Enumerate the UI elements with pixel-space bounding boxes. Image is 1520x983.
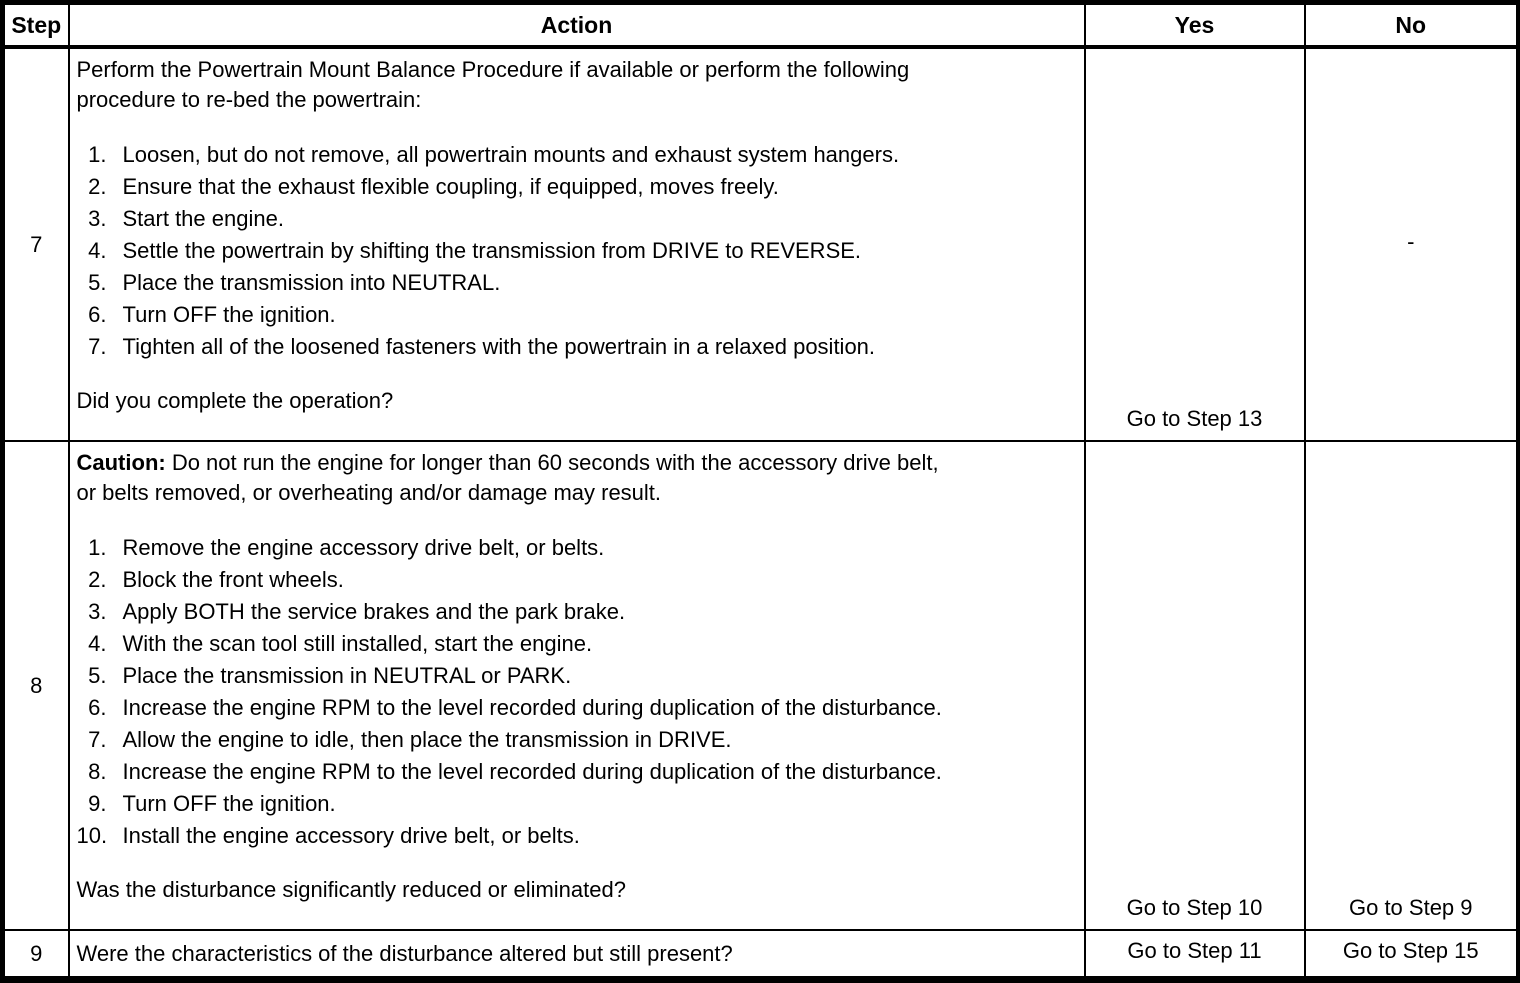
substep-number: 4. [88, 238, 107, 263]
substep-text: Place the transmission into NEUTRAL. [122, 270, 501, 295]
substep-text: Turn OFF the ignition. [122, 791, 336, 816]
substep-text: Remove the engine accessory drive belt, or belts. [122, 535, 605, 560]
substep-number: 10. [76, 823, 108, 848]
substep-text: Increase the engine RPM to the level recorded during duplication of the disturbance. [122, 759, 942, 784]
intro-line: Perform the Powertrain Mount Balance Procedure if available or perform the following [76, 57, 910, 82]
substep-item [77, 820, 1076, 852]
column-header-action: Action [69, 3, 1085, 48]
substep-text: Turn OFF the ignition. [122, 302, 336, 327]
substep-list [77, 532, 1076, 852]
table-row-step-7 [3, 47, 1519, 441]
substep-text: Allow the engine to idle, then place the transmission in DRIVE. [122, 727, 732, 752]
substep-text: Loosen, but do not remove, all powertrain mounts and exhaust system hangers. [122, 142, 900, 167]
substep-item [77, 299, 1076, 331]
substep-number: 1. [88, 142, 107, 167]
substep-item [77, 724, 1076, 756]
substep-text: Ensure that the exhaust flexible coupling, if equipped, moves freely. [122, 174, 779, 199]
substep-text: Settle the powertrain by shifting the transmission from DRIVE to REVERSE. [122, 238, 862, 263]
caution-text: Do not run the engine for longer than 60 seconds with the accessory drive belt, [165, 450, 939, 475]
substep-number: 6. [88, 695, 107, 720]
substep-number: 4. [88, 631, 107, 656]
substep-text: Place the transmission in NEUTRAL or PARK. [122, 663, 572, 688]
action-question: Was the disturbance significantly reduced or eliminated? [76, 877, 626, 902]
substep-item [77, 267, 1076, 299]
no-result: Go to Step 15 [1305, 930, 1519, 980]
step-number: 9 [3, 930, 69, 980]
substep-text: Start the engine. [122, 206, 284, 231]
action-question: Were the characteristics of the disturbance altered but still present? [76, 940, 733, 966]
substep-text: Increase the engine RPM to the level recorded during duplication of the disturbance. [122, 695, 942, 720]
action-cell [69, 47, 1085, 441]
substep-number: 7. [88, 334, 107, 359]
action-cell [69, 930, 1085, 980]
caution-note [77, 448, 1076, 508]
substep-item [77, 692, 1076, 724]
substep-number: 5. [88, 663, 107, 688]
column-header-step: Step [3, 3, 69, 48]
caution-label: Caution: [76, 450, 166, 475]
action-intro [77, 55, 1076, 115]
substep-number: 6. [88, 302, 107, 327]
substep-item [77, 756, 1076, 788]
substep-text: Block the front wheels. [122, 567, 344, 592]
table-row-step-8 [3, 441, 1519, 930]
substep-list [77, 139, 1076, 363]
substep-item [77, 532, 1076, 564]
column-header-yes: Yes [1085, 3, 1305, 48]
substep-number: 2. [88, 174, 107, 199]
no-result: Go to Step 9 [1305, 441, 1519, 930]
substep-item [77, 203, 1076, 235]
substep-number: 5. [88, 270, 107, 295]
substep-number: 9. [88, 791, 107, 816]
substep-number: 8. [88, 759, 107, 784]
substep-text: Apply BOTH the service brakes and the park brake. [122, 599, 626, 624]
substep-text: With the scan tool still installed, start the engine. [122, 631, 593, 656]
step-number: 7 [3, 47, 69, 441]
step-number: 8 [3, 441, 69, 930]
yes-result: Go to Step 11 [1085, 930, 1305, 980]
yes-result: Go to Step 10 [1085, 441, 1305, 930]
action-question: Did you complete the operation? [76, 388, 394, 413]
substep-item [77, 628, 1076, 660]
substep-item [77, 331, 1076, 363]
substep-item [77, 139, 1076, 171]
substep-number: 1. [88, 535, 107, 560]
substep-item [77, 235, 1076, 267]
substep-number: 3. [88, 599, 107, 624]
substep-item [77, 596, 1076, 628]
substep-text: Install the engine accessory drive belt, or belts. [122, 823, 580, 848]
column-header-no: No [1305, 3, 1519, 48]
substep-number: 7. [88, 727, 107, 752]
substep-item [77, 171, 1076, 203]
no-result: - [1305, 47, 1519, 441]
substep-text: Tighten all of the loosened fasteners with the powertrain in a relaxed position. [122, 334, 876, 359]
substep-number: 2. [88, 567, 107, 592]
substep-item [77, 564, 1076, 596]
table-header-row [3, 3, 1519, 48]
intro-line: procedure to re-bed the powertrain: [76, 87, 422, 112]
substep-number: 3. [88, 206, 107, 231]
action-cell [69, 441, 1085, 930]
caution-line [77, 448, 1076, 478]
substep-item [77, 660, 1076, 692]
table-row-step-9 [3, 930, 1519, 980]
yes-result: Go to Step 13 [1085, 47, 1305, 441]
substep-item [77, 788, 1076, 820]
caution-line: or belts removed, or overheating and/or damage may result. [76, 480, 662, 505]
